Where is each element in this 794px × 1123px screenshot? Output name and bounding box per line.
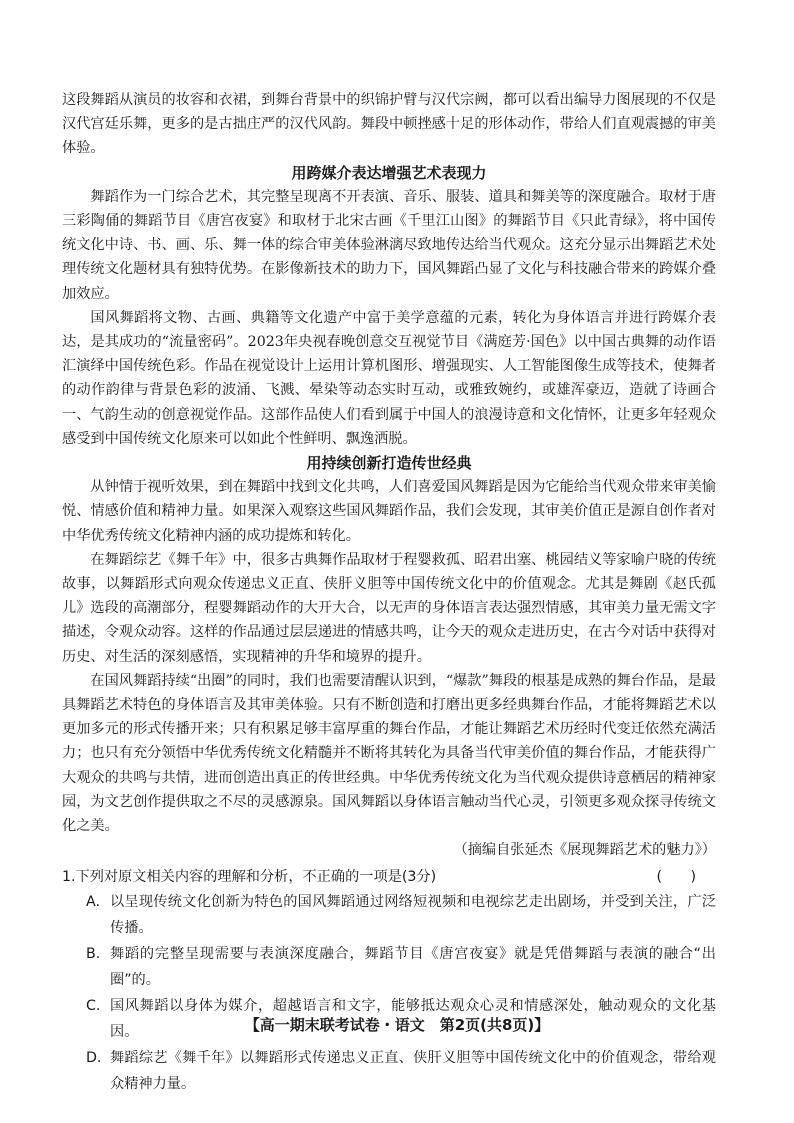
- question-text: 1.下列对原文相关内容的理解和分析，不正确的一项是(3分): [62, 868, 437, 885]
- option-text: 舞蹈的完整呈现需要与表演深度融合，舞蹈节目《唐宫夜宴》就是凭借舞蹈与表演的融合“出圈”的。: [110, 945, 716, 988]
- section-heading: 用跨媒介表达增强艺术表现力: [291, 163, 487, 182]
- section-heading: 用持续创新打造传世经典: [306, 454, 472, 473]
- question-1: [62, 865, 716, 1097]
- option-key: C.: [86, 997, 101, 1014]
- option-key: D.: [86, 1049, 102, 1066]
- paragraph: 从钟情于视听效果，到在舞蹈中找到文化共鸣，人们喜爱国风舞蹈是因为它能给当代观众带来审美愉悦、情感价值和精神力量。如果深入观察这些国风舞蹈作品，我们会发现，其审美价值正是源自创作者对中华优秀传统文化精神内涵的成功提炼和转化。: [62, 479, 716, 544]
- page-footer: 【高一期末联考试卷・语文 第2页(共8页)】: [244, 1016, 550, 1034]
- question-stem: [62, 865, 716, 889]
- source-citation: （摘编自张延杰《展现舞蹈艺术的魅力》）: [453, 842, 716, 859]
- option-d: [62, 1045, 716, 1097]
- paragraph: 这段舞蹈从演员的妆容和衣裙，到舞台背景中的织锦护臂与汉代宗阙，都可以看出编导力图展现的不仅是汉代宫廷乐舞，更多的是古拙庄严的汉代风韵。舞段中顿挫感十足的形体动作，带给人们直观震撼的审美体验。: [62, 92, 716, 157]
- option-text: 国风舞蹈以身体为媒介，超越语言和文字，能够抵达观众心灵和情感深处，触动观众的文化基因。: [110, 997, 716, 1040]
- option-key: B.: [86, 945, 101, 962]
- article-body: [62, 88, 716, 1097]
- paragraph: 在舞蹈综艺《舞千年》中，很多古典舞作品取材于程婴救孤、昭君出塞、桃园结义等家喻户晓的传统故事，以舞蹈形式向观众传递忠义正直、侠肝义胆等中国传统文化中的价值观念。尤其是舞剧《赵氏孤儿》选段的高潮部分，程婴舞蹈动作的大开大合，以无声的身体语言表达强烈情感，其审美力量无需文字描述，令观众动容。这样的作品通过层层递进的情感共鸣，让今天的观众走进历史，在古今对话中获得对历史、对生活的深刻感悟，实现精神的升华和境界的提升。: [62, 551, 716, 665]
- option-b: [62, 941, 716, 993]
- paragraph: 在国风舞蹈持续“出圈”的同时，我们也需要清醒认识到，“爆款”舞段的根基是成熟的舞台作品，是最具舞蹈艺术特色的身体语言及其审美体验。只有不断创造和打磨出更多经典舞台作品，才能将舞蹈艺术以更加多元的形式传播开来；只有积累足够丰富厚重的舞台作品，才能让舞蹈艺术历经时代变迁依然充满活力；也只有充分领悟中华优秀传统文化精髓并不断将其转化为具备当代审美价值的舞台作品，才能获得广大观众的共鸣与共情，进而创造出真正的传世经典。中华优秀传统文化为当代观众提供诗意栖居的精神家园，为文艺创作提供取之不尽的灵感源泉。国风舞蹈以身体语言触动当代心灵，引领更多观众探寻传统文化之美。: [62, 672, 716, 835]
- paragraph: 国风舞蹈将文物、古画、典籍等文化遗产中富于美学意蕴的元素，转化为身体语言并进行跨媒介表达，是其成功的“流量密码”。2023年央视春晚创意交互视觉节目《满庭芳·国色》以中国古典舞的动作语汇演绎中国传统色彩。作品在视觉设计上运用计算机图形、增强现实、人工智能图像生成等技术，使舞者的动作韵律与背景色彩的波涌、飞溅、晕染等动态实时互动，或雅致婉约，或雄浑豪迈，造就了诗画合一、气韵生动的创意视觉作品。这部作品使人们看到属于中国人的浪漫诗意和文化情怀，让更多年轻观众感受到中国传统文化原来可以如此个性鲜明、飘逸洒脱。: [62, 309, 716, 447]
- paragraph: 舞蹈作为一门综合艺术，其完整呈现离不开表演、音乐、服装、道具和舞美等的深度融合。取材于唐三彩陶俑的舞蹈节目《唐宫夜宴》和取材于北宋古画《千里江山图》的舞蹈节目《只此青绿》，将中国传统文化中诗、书、画、乐、舞一体的综合审美体验淋漓尽致地传达给当代观众。这充分显示出舞蹈艺术处理传统文化题材具有独特优势。在影像新技术的助力下，国风舞蹈凸显了文化与科技融合带来的跨媒介叠加效应。: [62, 188, 716, 302]
- option-text: 舞蹈综艺《舞千年》以舞蹈形式传递忠义正直、侠肝义胆等中国传统文化中的价值观念，带给观众精神力量。: [110, 1049, 716, 1092]
- option-a: [62, 889, 716, 941]
- option-text: 以呈现传统文化创新为特色的国风舞蹈通过网络短视频和电视综艺走出剧场，并受到关注，广泛传播。: [110, 893, 716, 936]
- option-key: A.: [86, 893, 100, 910]
- answer-blank: ( ): [656, 868, 696, 885]
